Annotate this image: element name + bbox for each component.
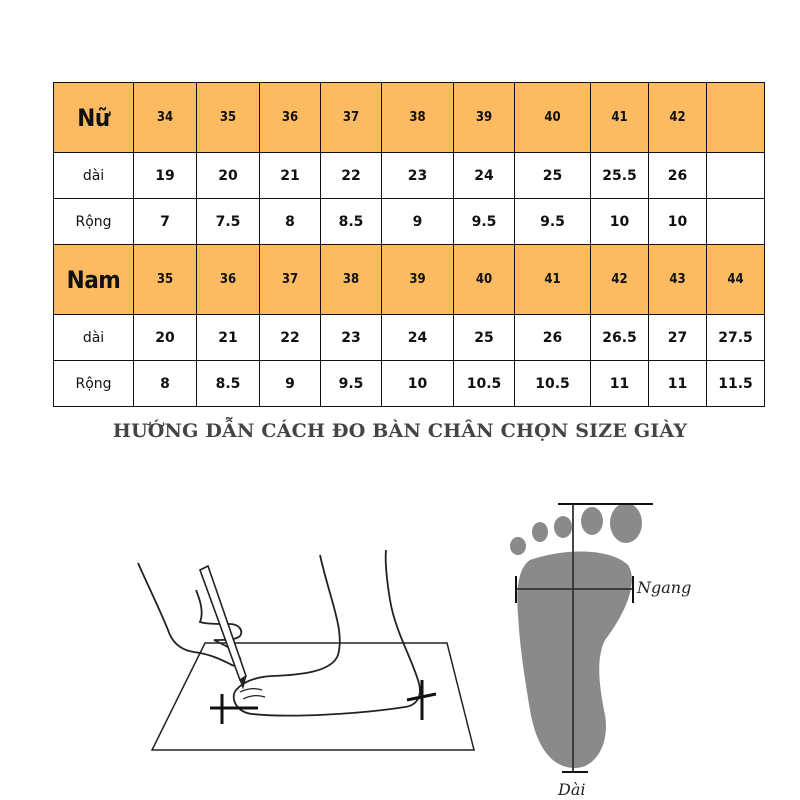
women-size-header-row	[54, 83, 765, 153]
women-label: Nữ	[54, 83, 134, 153]
toes-lines	[240, 689, 265, 699]
value-cell: 10.5	[515, 361, 591, 407]
value-cell: 27	[649, 315, 707, 361]
size-cell: 36	[197, 245, 260, 315]
size-cell: 37	[321, 83, 382, 153]
value-cell: 26	[515, 315, 591, 361]
value-cell: 9.5	[454, 199, 515, 245]
value-cell: 10	[591, 199, 649, 245]
size-chart-table	[53, 82, 765, 407]
women-width-row	[54, 199, 765, 245]
value-cell: 7.5	[197, 199, 260, 245]
men-size-header-row	[54, 245, 765, 315]
size-cell: 34	[134, 83, 197, 153]
row-label: dài	[54, 315, 134, 361]
row-label: Rộng	[54, 361, 134, 407]
foot-outline	[234, 550, 420, 716]
men-length-row	[54, 315, 765, 361]
value-cell: 11	[649, 361, 707, 407]
big-toe	[610, 503, 642, 543]
size-cell: 39	[454, 83, 515, 153]
value-cell: 9	[260, 361, 321, 407]
value-cell: 26.5	[591, 315, 649, 361]
women-length-row	[54, 153, 765, 199]
size-cell: 39	[382, 245, 454, 315]
sole-shape	[517, 552, 632, 768]
value-cell: 21	[260, 153, 321, 199]
value-cell: 25	[515, 153, 591, 199]
size-cell: 43	[649, 245, 707, 315]
size-cell: 42	[591, 245, 649, 315]
measuring-guide-title: HƯỚNG DẪN CÁCH ĐO BÀN CHÂN CHỌN SIZE GIÀY	[112, 420, 688, 442]
value-cell: 11.5	[707, 361, 765, 407]
value-cell: 26	[649, 153, 707, 199]
value-cell: 10.5	[454, 361, 515, 407]
value-cell: 27.5	[707, 315, 765, 361]
footprint-diagram	[510, 503, 653, 772]
value-cell	[707, 153, 765, 199]
row-label: Rộng	[54, 199, 134, 245]
toe	[554, 516, 572, 538]
value-cell: 23	[382, 153, 454, 199]
size-cell: 41	[515, 245, 591, 315]
value-cell: 21	[197, 315, 260, 361]
value-cell: 8	[260, 199, 321, 245]
value-cell: 23	[321, 315, 382, 361]
size-cell: 36	[260, 83, 321, 153]
size-cell: 35	[134, 245, 197, 315]
little-toe	[510, 537, 526, 555]
value-cell: 9.5	[515, 199, 591, 245]
size-cell: 35	[197, 83, 260, 153]
value-cell: 8	[134, 361, 197, 407]
value-cell: 24	[454, 153, 515, 199]
value-cell: 8.5	[197, 361, 260, 407]
toe	[581, 507, 603, 535]
heel-mark-cross-icon	[407, 680, 436, 720]
row-label: dài	[54, 153, 134, 199]
foot-measuring-illustration	[0, 460, 800, 800]
size-cell: 42	[649, 83, 707, 153]
value-cell: 22	[260, 315, 321, 361]
value-cell: 22	[321, 153, 382, 199]
size-cell: 38	[321, 245, 382, 315]
value-cell: 25.5	[591, 153, 649, 199]
toe	[532, 522, 548, 542]
value-cell: 9	[382, 199, 454, 245]
value-cell: 20	[197, 153, 260, 199]
size-cell	[707, 83, 765, 153]
width-label: Ngang	[637, 578, 692, 597]
value-cell	[707, 199, 765, 245]
value-cell: 19	[134, 153, 197, 199]
value-cell: 10	[649, 199, 707, 245]
value-cell: 20	[134, 315, 197, 361]
length-label: Dài	[558, 780, 586, 799]
value-cell: 11	[591, 361, 649, 407]
men-width-row	[54, 361, 765, 407]
value-cell: 9.5	[321, 361, 382, 407]
value-cell: 8.5	[321, 199, 382, 245]
value-cell: 25	[454, 315, 515, 361]
value-cell: 7	[134, 199, 197, 245]
men-label: Nam	[54, 245, 134, 315]
size-cell: 38	[382, 83, 454, 153]
size-cell: 44	[707, 245, 765, 315]
value-cell: 10	[382, 361, 454, 407]
size-cell: 40	[515, 83, 591, 153]
hand-outline	[138, 563, 241, 666]
size-cell: 37	[260, 245, 321, 315]
size-cell: 41	[591, 83, 649, 153]
size-cell: 40	[454, 245, 515, 315]
value-cell: 24	[382, 315, 454, 361]
